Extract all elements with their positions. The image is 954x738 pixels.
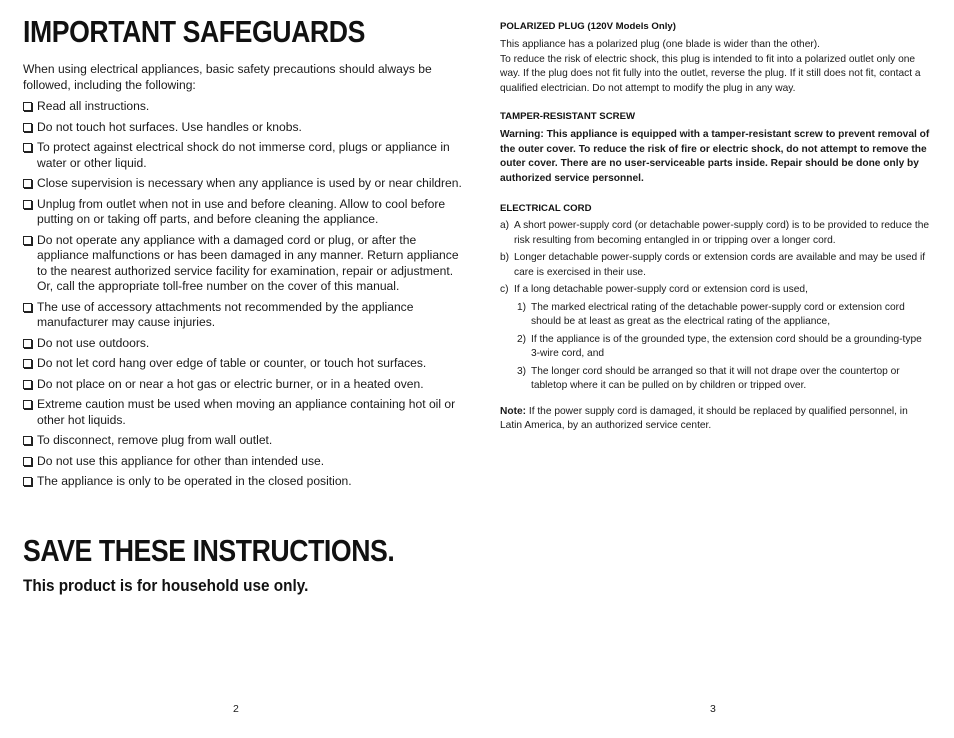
cord-list-item-marker: c) (500, 284, 509, 295)
safeguard-item-text: To protect against electrical shock do not immerse cord, plugs or appliance in water or other liquid. (37, 140, 450, 170)
checkbox-bullet-icon (23, 436, 32, 445)
safeguard-item-text: The use of accessory attachments not recommended by the appliance manufacturer may cause injuries. (37, 299, 414, 329)
cord-sublist-item-marker: 1) (517, 301, 527, 313)
cord-list-item (500, 251, 932, 280)
safeguard-item-text: Do not let cord hang over edge of table or counter, or touch hot surfaces. (37, 356, 427, 370)
tamper-screw-heading: TAMPER-RESISTANT SCREW (500, 111, 636, 122)
electrical-cord-heading: ELECTRICAL CORD (500, 203, 592, 214)
safeguard-item (23, 99, 463, 115)
tamper-screw-section (500, 111, 932, 186)
safeguard-item (23, 300, 463, 331)
note-text: If the power supply cord is damaged, it should be replaced by qualified personnel, in Latin America, by an authorized service center. (500, 405, 908, 431)
left-page (23, 0, 463, 738)
safeguard-item-text: Do not touch hot surfaces. Use handles or knobs. (37, 119, 302, 134)
cord-list-item (500, 219, 932, 248)
safeguard-item-text: To disconnect, remove plug from wall outlet. (37, 433, 273, 447)
cord-sublist-item (500, 301, 932, 330)
save-instructions-heading: SAVE THESE INSTRUCTIONS. (23, 533, 395, 568)
cord-sublist-item-marker: 2) (517, 333, 527, 345)
cord-list-item-marker: b) (500, 252, 510, 263)
checkbox-bullet-icon (23, 236, 32, 245)
tamper-screw-warning: Warning: This appliance is equipped with a tamper-resistant screw to prevent removal of the outer cover. To reduce the risk of fire or electric shock, do not attempt to remove the outer cover. There are no user-serviceable parts inside. Repair should be done only by authorized service personnel. (500, 129, 930, 184)
safeguard-item (23, 120, 463, 136)
safeguard-item-text: Unplug from outlet when not in use and before cleaning. Allow to cool before putting on or taking off parts, and before cleaning the appliance. (37, 196, 446, 226)
checkbox-bullet-icon (23, 477, 32, 486)
safeguard-item-text: Read all instructions. (37, 99, 150, 113)
cord-list-item-text: A short power-supply cord (or detachable power-supply cord) is to be provided to reduce the risk resulting from becoming entangled in or tripping over a longer cord. (514, 220, 930, 246)
cord-sublist-item-text: The marked electrical rating of the detachable power-supply cord or extension cord should be at least as great as the electrical rating of the appliance, (531, 301, 905, 327)
safeguard-item (23, 197, 463, 228)
safeguard-item (23, 336, 463, 352)
cord-list-item-text: Longer detachable power-supply cords or extension cords are available and may be used if care is exercised in their use. (514, 252, 926, 278)
checkbox-bullet-icon (23, 102, 32, 111)
safeguard-list (23, 99, 463, 495)
intro-paragraph: When using electrical appliances, basic safety precautions should always be followed, including the following: (23, 62, 432, 92)
safeguard-item-text: Do not use this appliance for other than intended use. (37, 453, 325, 468)
cord-sublist-item (500, 365, 932, 394)
power-cord-note (500, 405, 932, 434)
safeguard-item (23, 176, 463, 192)
cord-list-item-text: If a long detachable power-supply cord or extension cord is used, (514, 284, 808, 295)
safeguard-item (23, 397, 463, 428)
cord-sublist-item (500, 333, 932, 362)
cord-list-item (500, 283, 932, 298)
polarized-plug-section (500, 21, 932, 96)
checkbox-bullet-icon (23, 179, 32, 188)
cord-sublist-item-text: If the appliance is of the grounded type, the extension cord should be a grounding-type 3-wire cord, and (531, 333, 922, 359)
polarized-plug-text-2: To reduce the risk of electric shock, this plug is intended to fit into a polarized outlet only one way. If the plug does not fit fully into the outlet, reverse the plug. If it still does not fit, contact a qualified electrician. Do not attempt to modify the plug in any way. (500, 53, 921, 94)
safeguard-item (23, 433, 463, 449)
polarized-plug-heading: POLARIZED PLUG (120V Models Only) (500, 21, 676, 32)
checkbox-bullet-icon (23, 143, 32, 152)
safeguard-item-text: The appliance is only to be operated in the closed position. (37, 474, 352, 488)
checkbox-bullet-icon (23, 380, 32, 389)
checkbox-bullet-icon (23, 457, 32, 466)
cord-list-item-marker: a) (500, 220, 510, 231)
safeguard-item-text: Do not use outdoors. (37, 335, 150, 350)
right-page (500, 0, 932, 738)
page-title: IMPORTANT SAFEGUARDS (23, 14, 365, 49)
safeguard-item-text: Extreme caution must be used when moving an appliance containing hot oil or other hot liquids. (37, 397, 456, 427)
safeguard-item (23, 474, 463, 490)
safeguard-item (23, 140, 463, 171)
page-number-right: 3 (710, 703, 716, 715)
checkbox-bullet-icon (23, 339, 32, 348)
cord-sublist-item-text: The longer cord should be arranged so that it will not drape over the countertop or tabletop where it can be pulled on by children or tripped over. (531, 365, 900, 391)
note-label: Note: (500, 405, 527, 417)
safeguard-item (23, 233, 463, 295)
electrical-cord-sublist (500, 301, 932, 394)
safeguard-item (23, 377, 463, 393)
page-number-left: 2 (233, 703, 239, 715)
safeguard-item (23, 454, 463, 470)
cord-sublist-item-marker: 3) (517, 365, 527, 377)
checkbox-bullet-icon (23, 200, 32, 209)
checkbox-bullet-icon (23, 123, 32, 132)
safeguard-item-text: Close supervision is necessary when any appliance is used by or near children. (37, 176, 462, 190)
safeguard-item-text: Do not operate any appliance with a damaged cord or plug, or after the appliance malfunctions or has been damaged in any manner. Return appliance to the nearest authorized service facility for examination, repair or adjustment. Or, call the appropriate toll-free number on the cover of this manual. (37, 232, 459, 293)
safeguard-item (23, 356, 463, 372)
checkbox-bullet-icon (23, 359, 32, 368)
polarized-plug-text-1: This appliance has a polarized plug (one blade is wider than the other). (500, 39, 820, 50)
electrical-cord-list (500, 219, 932, 298)
safeguard-item-text: Do not place on or near a hot gas or electric burner, or in a heated oven. (37, 376, 424, 391)
checkbox-bullet-icon (23, 400, 32, 409)
electrical-cord-section (500, 203, 932, 434)
household-use-note: This product is for household use only. (23, 576, 309, 595)
checkbox-bullet-icon (23, 303, 32, 312)
